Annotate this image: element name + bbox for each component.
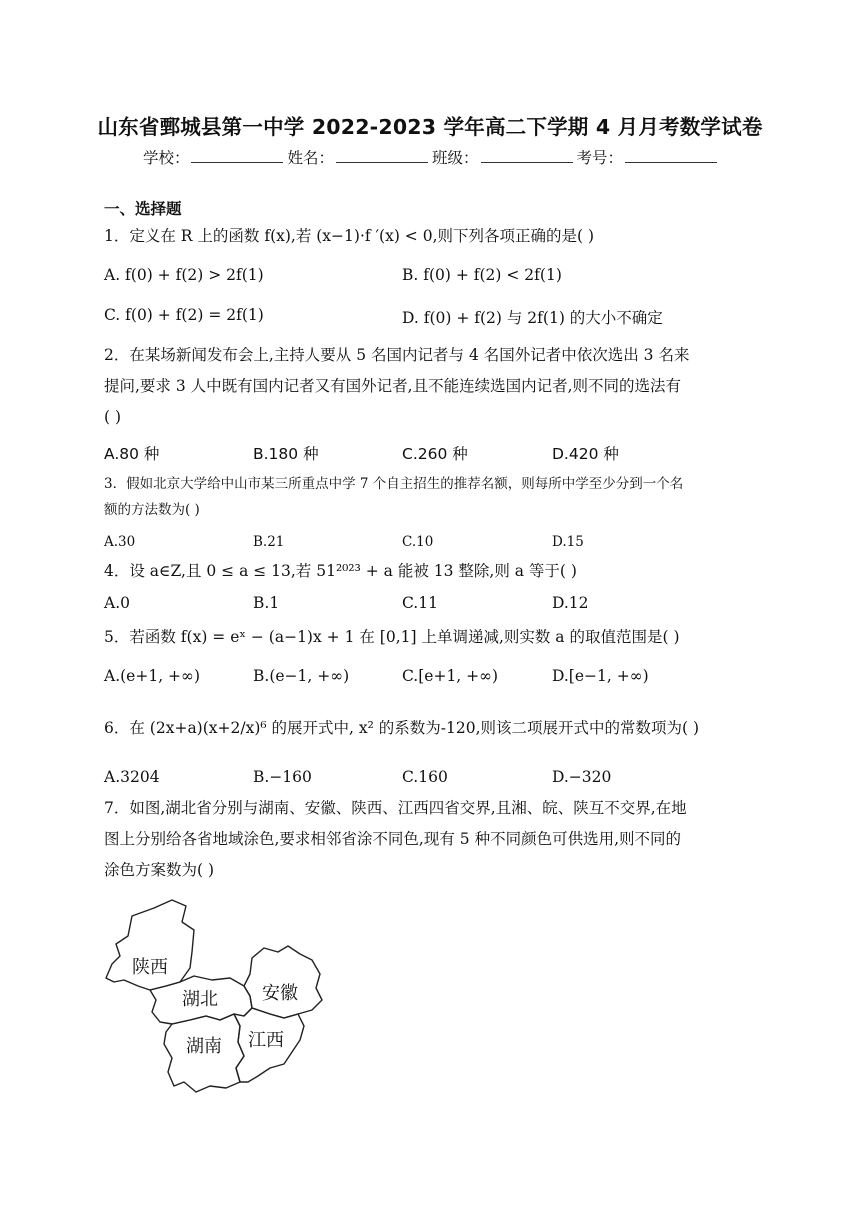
option-b: B.1: [253, 594, 280, 612]
question-stem-line: 在某场新闻发布会上,主持人要从 5 名国内记者与 4 名国外记者中依次选出 3 名来: [129, 346, 690, 364]
province-map-figure: [102, 896, 332, 1096]
name-blank: [336, 148, 428, 163]
map-label-jiangxi: 江西: [248, 1030, 284, 1051]
option-b: B.(e−1, +∞): [253, 667, 350, 685]
map-label-hunan: 湖南: [186, 1036, 222, 1057]
question-4: [104, 556, 764, 587]
question-2: [104, 340, 764, 433]
question-number: 7．: [104, 799, 130, 817]
option-a: A.0: [104, 594, 130, 612]
map-label-anhui: 安徽: [262, 983, 298, 1004]
option-a: A.80 种: [104, 445, 160, 463]
question-stem: 在 (2x+a)(x+2/x)⁶ 的展开式中, x² 的系数为-120,则该二项展开式中的常数项为( ): [129, 719, 700, 737]
exam-title: 山东省鄄城县第一中学 2022-2023 学年高二下学期 4 月月考数学试卷: [97, 115, 763, 139]
question-number: 4．: [104, 562, 130, 580]
question-number: 1．: [104, 227, 130, 245]
question-stem-line: 假如北京大学给中山市某三所重点中学 7 个自主招生的推荐名额，则每所中学至少分到一个名: [126, 476, 684, 492]
option-c: C.260 种: [402, 445, 468, 463]
name-label: 姓名：: [287, 149, 334, 167]
question-stem: 定义在 R 上的函数 f(x),若 (x−1)·f ′(x) < 0,则下列各项正确的是( ): [129, 227, 595, 245]
option-c: C.[e+1, +∞): [402, 667, 499, 685]
question-number: 3．: [104, 476, 127, 492]
question-3: [104, 471, 764, 523]
option-b: B.21: [253, 534, 285, 550]
class-label: 班级：: [432, 149, 479, 167]
option-c: C. f(0) + f(2) = 2f(1): [104, 306, 264, 324]
option-d: D.15: [552, 534, 584, 550]
exam-number-blank: [625, 148, 717, 163]
section-heading: 一、选择题: [104, 200, 182, 218]
question-number: 6．: [104, 719, 130, 737]
question-5: [104, 622, 764, 653]
question-stem-line: 涂色方案数为( ): [104, 861, 215, 879]
option-d: D.−320: [552, 768, 612, 786]
question-stem-line: 提问,要求 3 人中既有国内记者又有国外记者,且不能连续选国内记者,则不同的选法有: [104, 377, 681, 395]
option-a: A.(e+1, +∞): [104, 667, 200, 685]
question-7: [104, 793, 764, 886]
question-stem-line: 如图,湖北省分别与湖南、安徽、陕西、江西四省交界,且湘、皖、陕互不交界,在地: [129, 799, 687, 817]
option-b: B.−160: [253, 768, 312, 786]
option-d: D.[e−1, +∞): [552, 667, 649, 685]
student-info-line: [0, 146, 860, 168]
option-a: A.3204: [104, 768, 160, 786]
class-blank: [481, 148, 573, 163]
option-a: A. f(0) + f(2) > 2f(1): [104, 266, 264, 284]
option-c: C.10: [402, 534, 434, 550]
question-number: 2．: [104, 346, 130, 364]
question-number: 5．: [104, 628, 130, 646]
option-d: D.420 种: [552, 445, 619, 463]
option-d: D.12: [552, 594, 589, 612]
option-d: D. f(0) + f(2) 与 2f(1) 的大小不确定: [402, 309, 663, 327]
question-stem-line: ( ): [104, 408, 122, 426]
school-label: 学校：: [142, 149, 190, 167]
school-blank: [191, 148, 283, 163]
question-1: [104, 221, 764, 252]
map-label-hubei: 湖北: [182, 989, 218, 1010]
question-stem-line: 额的方法数为( ): [104, 502, 200, 518]
question-stem-line: 图上分别给各省地域涂色,要求相邻省涂不同色,现有 5 种不同颜色可供选用,则不同的: [104, 830, 681, 848]
option-c: C.11: [402, 594, 438, 612]
option-b: B.180 种: [253, 445, 319, 463]
option-b: B. f(0) + f(2) < 2f(1): [402, 266, 562, 284]
question-stem: 设 a∈Z,且 0 ≤ a ≤ 13,若 51²⁰²³ + a 能被 13 整除,则 a 等于( ): [129, 562, 577, 580]
option-c: C.160: [402, 768, 448, 786]
anhui-region: [244, 946, 322, 1018]
question-6: [104, 713, 764, 744]
option-a: A.30: [104, 534, 136, 550]
question-stem: 若函数 f(x) = eˣ − (a−1)x + 1 在 [0,1] 上单调递减,则实数 a 的取值范围是( ): [129, 628, 680, 646]
map-label-shaanxi: 陕西: [132, 957, 168, 978]
exam-number-label: 考号：: [576, 149, 624, 167]
